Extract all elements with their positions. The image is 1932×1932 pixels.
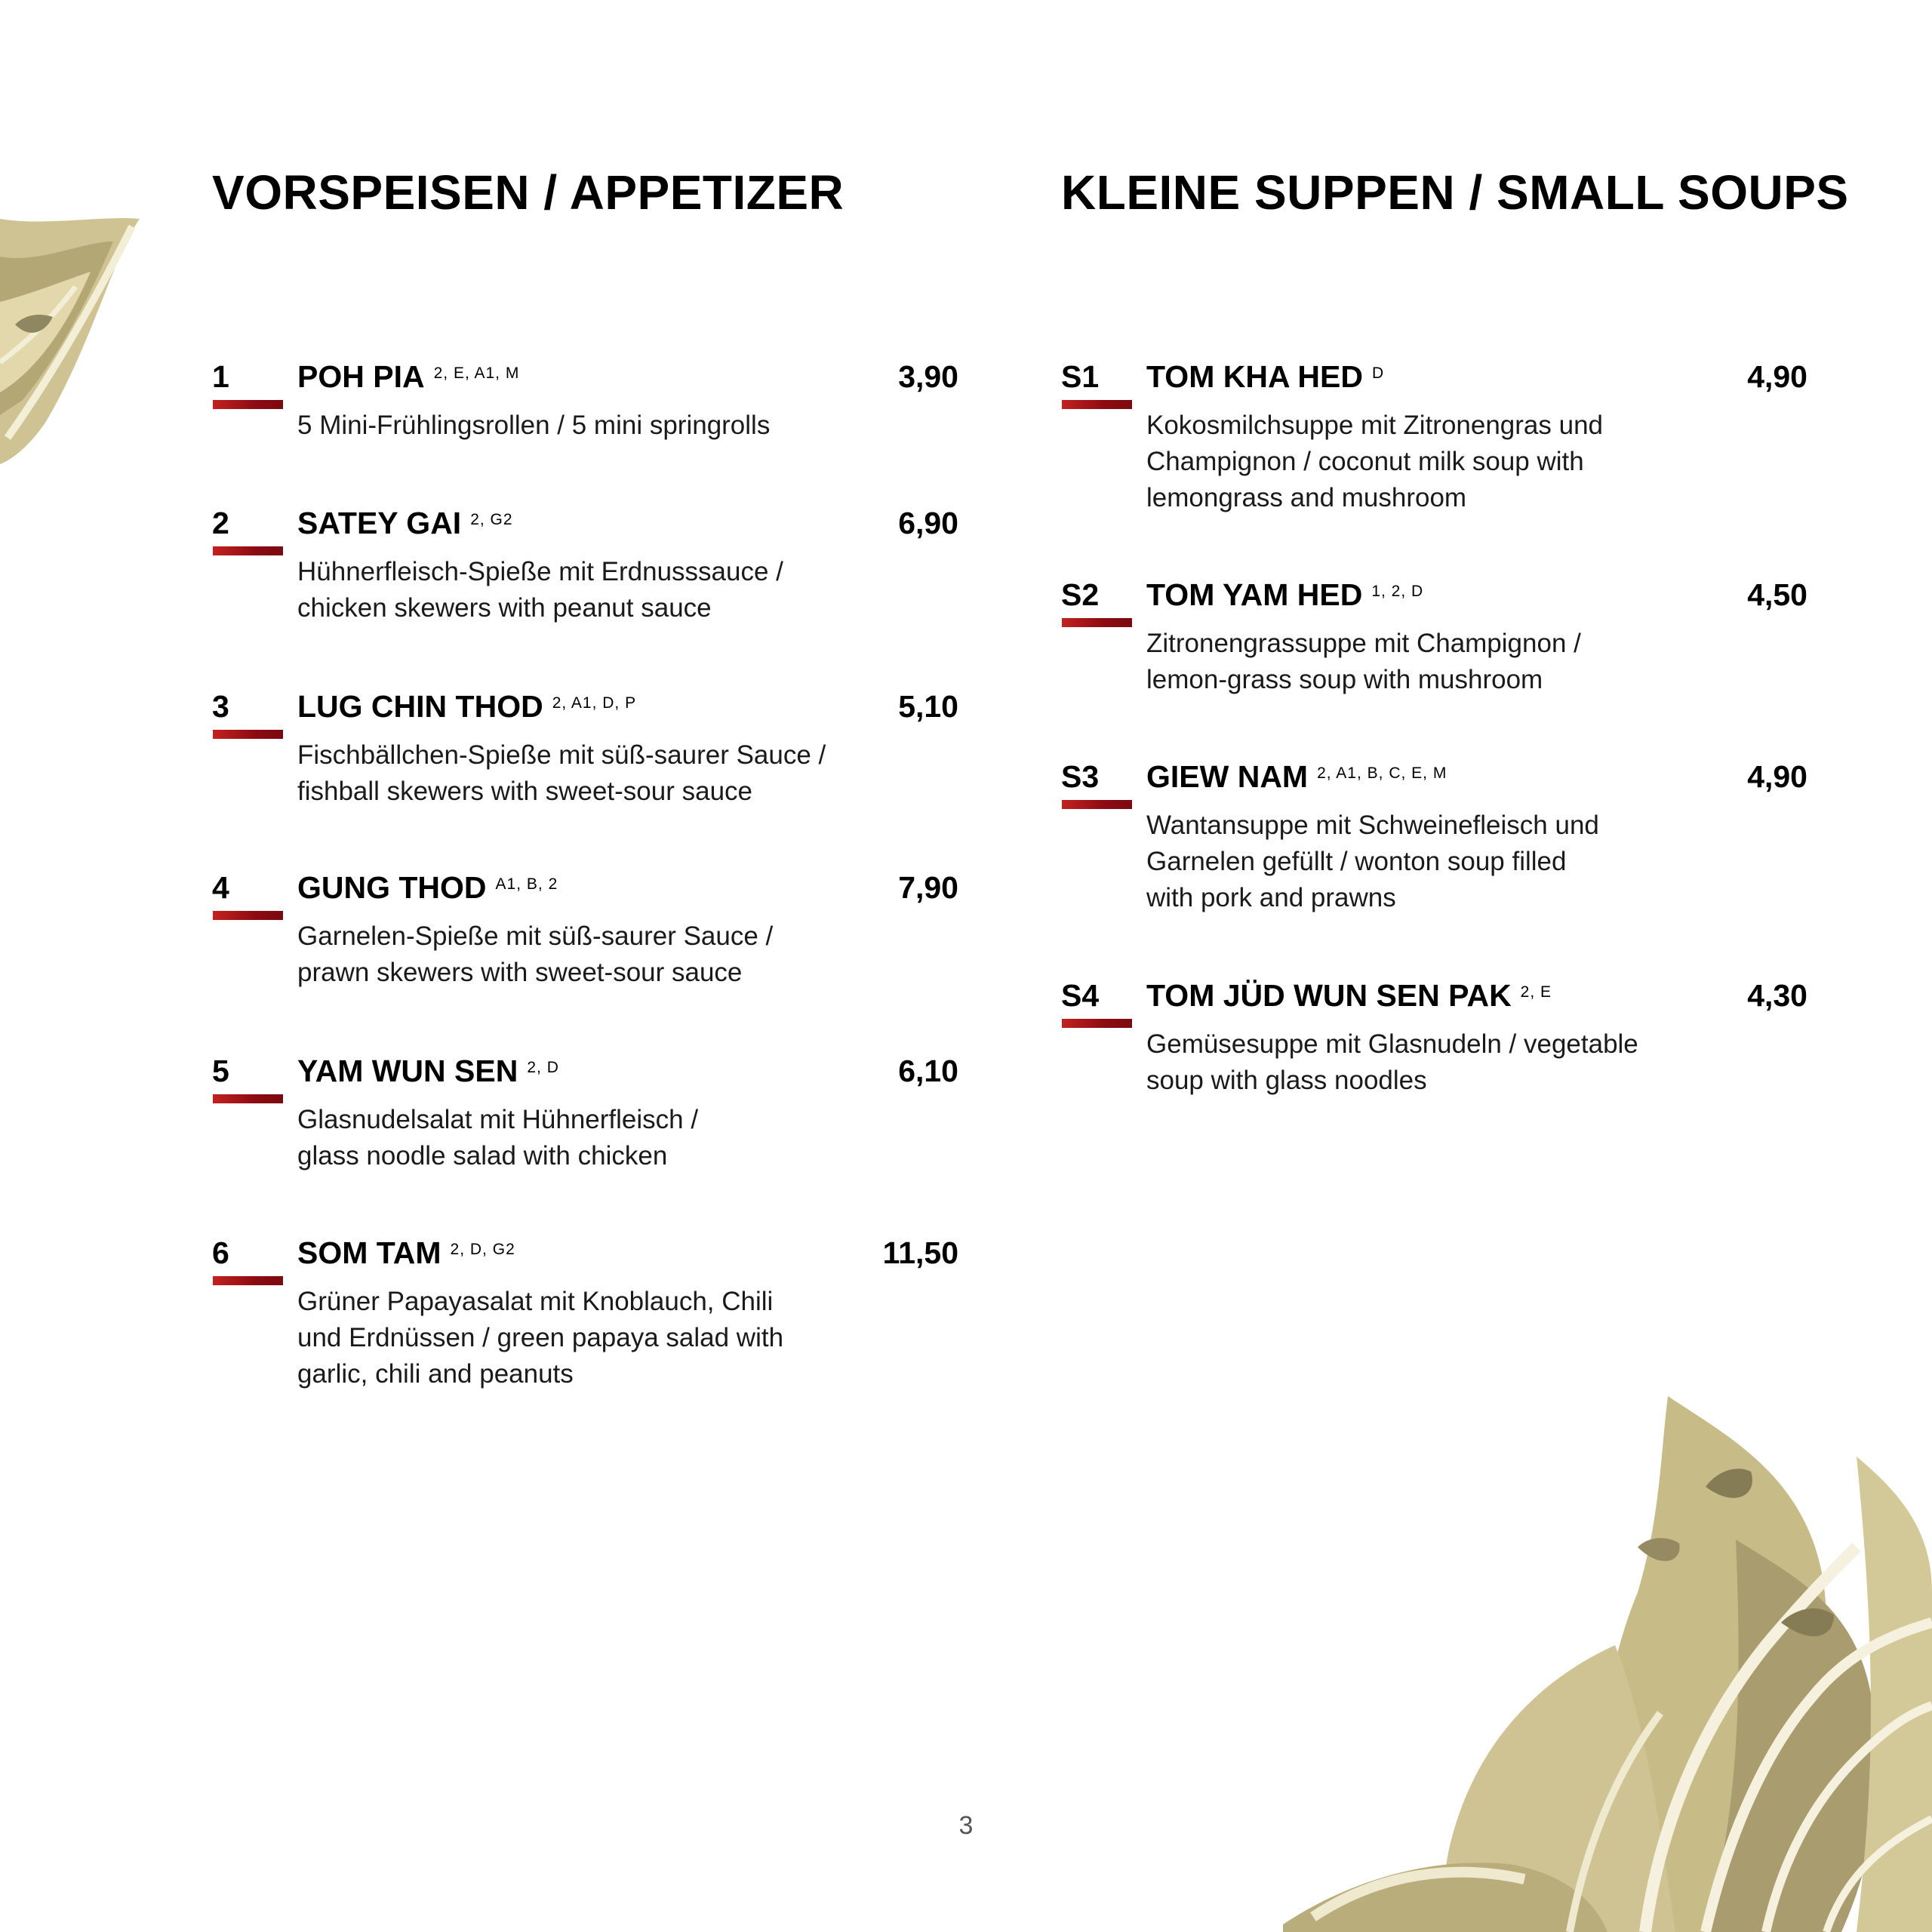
item-number: 3: [212, 689, 229, 724]
allergen-codes: 1, 2, D: [1371, 583, 1424, 600]
item-name: TOM YAM HED: [1146, 577, 1363, 612]
item-name: SOM TAM: [297, 1235, 441, 1270]
item-number: S2: [1061, 577, 1100, 612]
item-name: POH PIA: [297, 359, 425, 394]
item-price: 6,90: [898, 506, 958, 540]
item-number: 1: [212, 359, 229, 394]
item-number: S3: [1061, 759, 1100, 794]
item-name: TOM KHA HED: [1146, 359, 1363, 394]
item-name: YAM WUN SEN: [297, 1054, 518, 1088]
allergen-codes: 2, A1, B, C, E, M: [1317, 764, 1447, 782]
allergen-codes: 2, G2: [470, 511, 513, 528]
allergen-codes: A1, B, 2: [495, 875, 558, 893]
item-number: S1: [1061, 359, 1100, 394]
item-price: 4,90: [1747, 759, 1807, 794]
red-underline-bar: [213, 546, 283, 555]
red-underline-bar: [1062, 400, 1132, 409]
item-price: 4,50: [1747, 577, 1807, 612]
item-number: 5: [212, 1054, 229, 1088]
item-price: 4,90: [1747, 359, 1807, 394]
allergen-codes: 2, D: [527, 1059, 559, 1076]
item-number: 4: [212, 870, 229, 905]
red-underline-bar: [1062, 618, 1132, 627]
item-number: 2: [212, 506, 229, 540]
allergen-codes: 2, E, A1, M: [433, 365, 520, 382]
item-price: 11,50: [882, 1235, 958, 1270]
item-price: 7,90: [898, 870, 958, 905]
item-number: S4: [1061, 978, 1100, 1013]
item-description: Fischbällchen-Spieße mit süß-saurer Sauce / fishball skewers with sweet-sour sauce: [297, 740, 826, 806]
red-underline-bar: [213, 730, 283, 739]
item-name: LUG CHIN THOD: [297, 689, 543, 724]
item-description: Kokosmilchsuppe mit Zitronengras und Champignon / coconut milk soup with lemongrass and mushroom: [1146, 411, 1604, 512]
item-name: GUNG THOD: [297, 870, 487, 905]
item-description: Garnelen-Spieße mit süß-saurer Sauce / prawn skewers with sweet-sour sauce: [297, 921, 774, 987]
allergen-codes: 2, A1, D, P: [552, 694, 637, 712]
page-number: 3: [958, 1811, 974, 1840]
item-name: TOM JÜD WUN SEN PAK: [1146, 978, 1512, 1013]
allergen-codes: D: [1372, 365, 1385, 382]
red-underline-bar: [213, 400, 283, 409]
item-price: 3,90: [898, 359, 958, 394]
section-title-small-soups: KLEINE SUPPEN / SMALL SOUPS: [1061, 165, 1849, 220]
allergen-codes: 2, D, G2: [450, 1241, 515, 1258]
red-underline-bar: [213, 911, 283, 920]
item-description: Zitronengrassuppe mit Champignon / lemon-grass soup with mushroom: [1146, 629, 1581, 694]
item-name: GIEW NAM: [1146, 759, 1309, 794]
leaf-decoration-right: [1283, 1396, 1932, 1932]
allergen-codes: 2, E: [1520, 983, 1552, 1001]
item-name: SATEY GAI: [297, 506, 462, 540]
leaf-decoration-left: [0, 211, 151, 468]
red-underline-bar: [1062, 1019, 1132, 1028]
red-underline-bar: [213, 1094, 283, 1103]
item-price: 5,10: [898, 689, 958, 724]
item-number: 6: [212, 1235, 229, 1270]
red-underline-bar: [213, 1276, 283, 1285]
item-description: Glasnudelsalat mit Hühnerfleisch / glass noodle salad with chicken: [297, 1105, 699, 1171]
item-description: Hühnerfleisch-Spieße mit Erdnusssauce / chicken skewers with peanut sauce: [297, 557, 783, 623]
red-underline-bar: [1062, 800, 1132, 809]
item-price: 4,30: [1747, 978, 1807, 1013]
item-description: Grüner Papayasalat mit Knoblauch, Chili und Erdnüssen / green papaya salad with garlic, chili and peanuts: [297, 1287, 784, 1389]
item-description: Wantansuppe mit Schweinefleisch und Garnelen gefüllt / wonton soup filled with pork and prawns: [1146, 811, 1599, 912]
item-description: Gemüsesuppe mit Glasnudeln / vegetable soup with glass noodles: [1146, 1029, 1638, 1095]
item-price: 6,10: [898, 1054, 958, 1088]
section-title-appetizer: VORSPEISEN / APPETIZER: [212, 165, 844, 220]
item-description: 5 Mini-Frühlingsrollen / 5 mini springrolls: [297, 411, 771, 440]
